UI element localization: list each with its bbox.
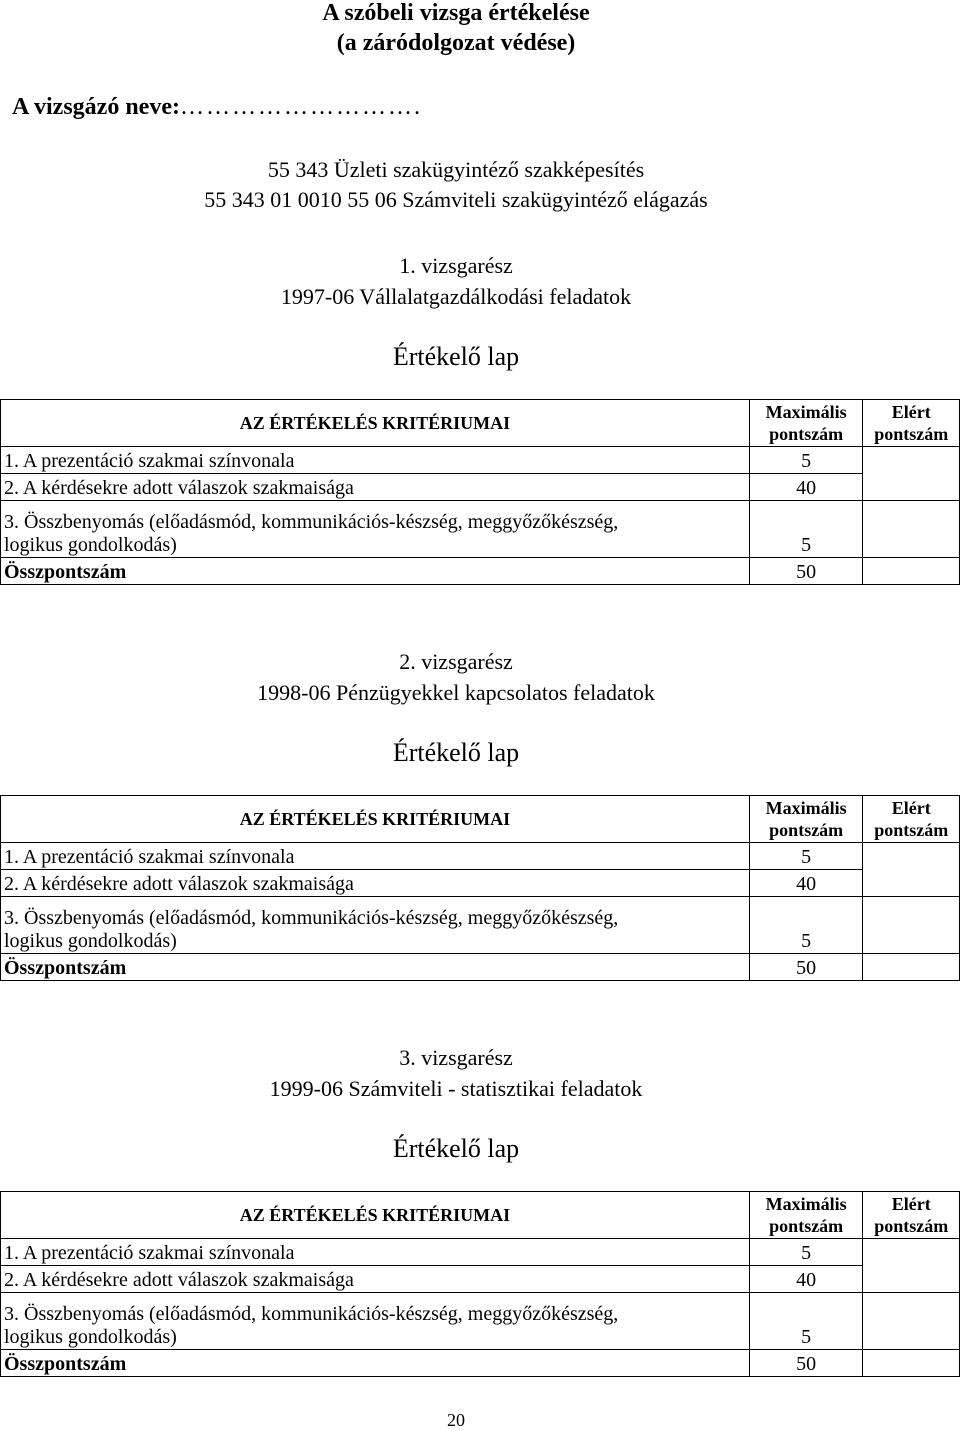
page-number: 20 [447, 1410, 465, 1430]
header-elert: Elért pontszám [863, 400, 960, 447]
row-max: 5 [749, 447, 863, 474]
row-label: 1. A prezentáció szakmai színvonala [1, 447, 750, 474]
total-max: 50 [749, 1350, 863, 1377]
row-label [1, 1293, 750, 1350]
sheet-title: Értékelő lap [392, 342, 520, 371]
row-label: 2. A kérdésekre adott válaszok szakmaisága [1, 474, 750, 501]
elert-total-cell[interactable] [863, 1350, 960, 1377]
elert-input-cell[interactable] [863, 1239, 960, 1266]
row-label-line1: 3. Összbenyomás (előadásmód, kommunikációs-készség, meggyőzőkészség, [4, 1303, 619, 1325]
row-label-line2: logikus gondolkodás) [4, 534, 177, 556]
row-max: 5 [749, 501, 863, 558]
row-max: 40 [749, 1266, 863, 1293]
row-label-line1: 3. Összbenyomás (előadásmód, kommunikációs-készség, meggyőzőkészség, [4, 511, 619, 533]
row-label: 2. A kérdésekre adott válaszok szakmaisága [1, 1266, 750, 1293]
total-label: Összpontszám [1, 1350, 750, 1377]
sheet-title: Értékelő lap [392, 738, 520, 767]
header-criteria: AZ ÉRTÉKELÉS KRITÉRIUMAI [1, 1192, 750, 1239]
row-max: 40 [749, 474, 863, 501]
evaluation-table [0, 399, 960, 585]
header-max: Maximális pontszám [749, 796, 863, 843]
evaluation-table [0, 1191, 960, 1377]
elert-input-cell[interactable] [863, 843, 960, 870]
section-heading: 3. vizsgarész [399, 1045, 513, 1070]
evaluation-table [0, 795, 960, 981]
candidate-name-label: A vizsgázó neve: [12, 94, 180, 120]
total-label: Összpontszám [1, 558, 750, 585]
candidate-name-dots: ………………………. [179, 94, 422, 120]
elert-input-cell[interactable] [863, 1293, 960, 1350]
row-max: 5 [749, 1239, 863, 1266]
elert-input-cell[interactable] [863, 1266, 960, 1293]
row-max: 5 [749, 843, 863, 870]
section-subtitle: 1998-06 Pénzügyekkel kapcsolatos feladatok [257, 680, 655, 705]
row-max: 5 [749, 1293, 863, 1350]
row-label-line2: logikus gondolkodás) [4, 930, 177, 952]
row-label [1, 897, 750, 954]
row-label [1, 501, 750, 558]
total-max: 50 [749, 558, 863, 585]
elert-total-cell[interactable] [863, 558, 960, 585]
elert-input-cell[interactable] [863, 474, 960, 501]
elert-total-cell[interactable] [863, 954, 960, 981]
elert-input-cell[interactable] [863, 897, 960, 954]
header-max: Maximális pontszám [749, 400, 863, 447]
row-label: 1. A prezentáció szakmai színvonala [1, 1239, 750, 1266]
qualification-line2: 55 343 01 0010 55 06 Számviteli szakügyintéző elágazás [204, 187, 708, 212]
document-title: A szóbeli vizsga értékelése [322, 0, 590, 26]
section-subtitle: 1997-06 Vállalatgazdálkodási feladatok [280, 284, 632, 309]
row-max: 40 [749, 870, 863, 897]
document-subtitle: (a záródolgozat védése) [336, 30, 576, 56]
header-elert: Elért pontszám [863, 796, 960, 843]
total-max: 50 [749, 954, 863, 981]
qualification-line1: 55 343 Üzleti szakügyintéző szakképesítés [267, 157, 645, 182]
header-elert: Elért pontszám [863, 1192, 960, 1239]
section-heading: 2. vizsgarész [399, 649, 513, 674]
elert-input-cell[interactable] [863, 447, 960, 474]
candidate-name-line [12, 94, 422, 121]
row-label: 2. A kérdésekre adott válaszok szakmaisága [1, 870, 750, 897]
header-max: Maximális pontszám [749, 1192, 863, 1239]
sheet-title: Értékelő lap [392, 1134, 520, 1163]
row-max: 5 [749, 897, 863, 954]
elert-input-cell[interactable] [863, 870, 960, 897]
elert-input-cell[interactable] [863, 501, 960, 558]
row-label-line2: logikus gondolkodás) [4, 1326, 177, 1348]
section-subtitle: 1999-06 Számviteli - statisztikai feladatok [269, 1076, 643, 1101]
row-label: 1. A prezentáció szakmai színvonala [1, 843, 750, 870]
total-label: Összpontszám [1, 954, 750, 981]
header-criteria: AZ ÉRTÉKELÉS KRITÉRIUMAI [1, 400, 750, 447]
header-criteria: AZ ÉRTÉKELÉS KRITÉRIUMAI [1, 796, 750, 843]
row-label-line1: 3. Összbenyomás (előadásmód, kommunikációs-készség, meggyőzőkészség, [4, 907, 619, 929]
section-heading: 1. vizsgarész [399, 253, 513, 278]
